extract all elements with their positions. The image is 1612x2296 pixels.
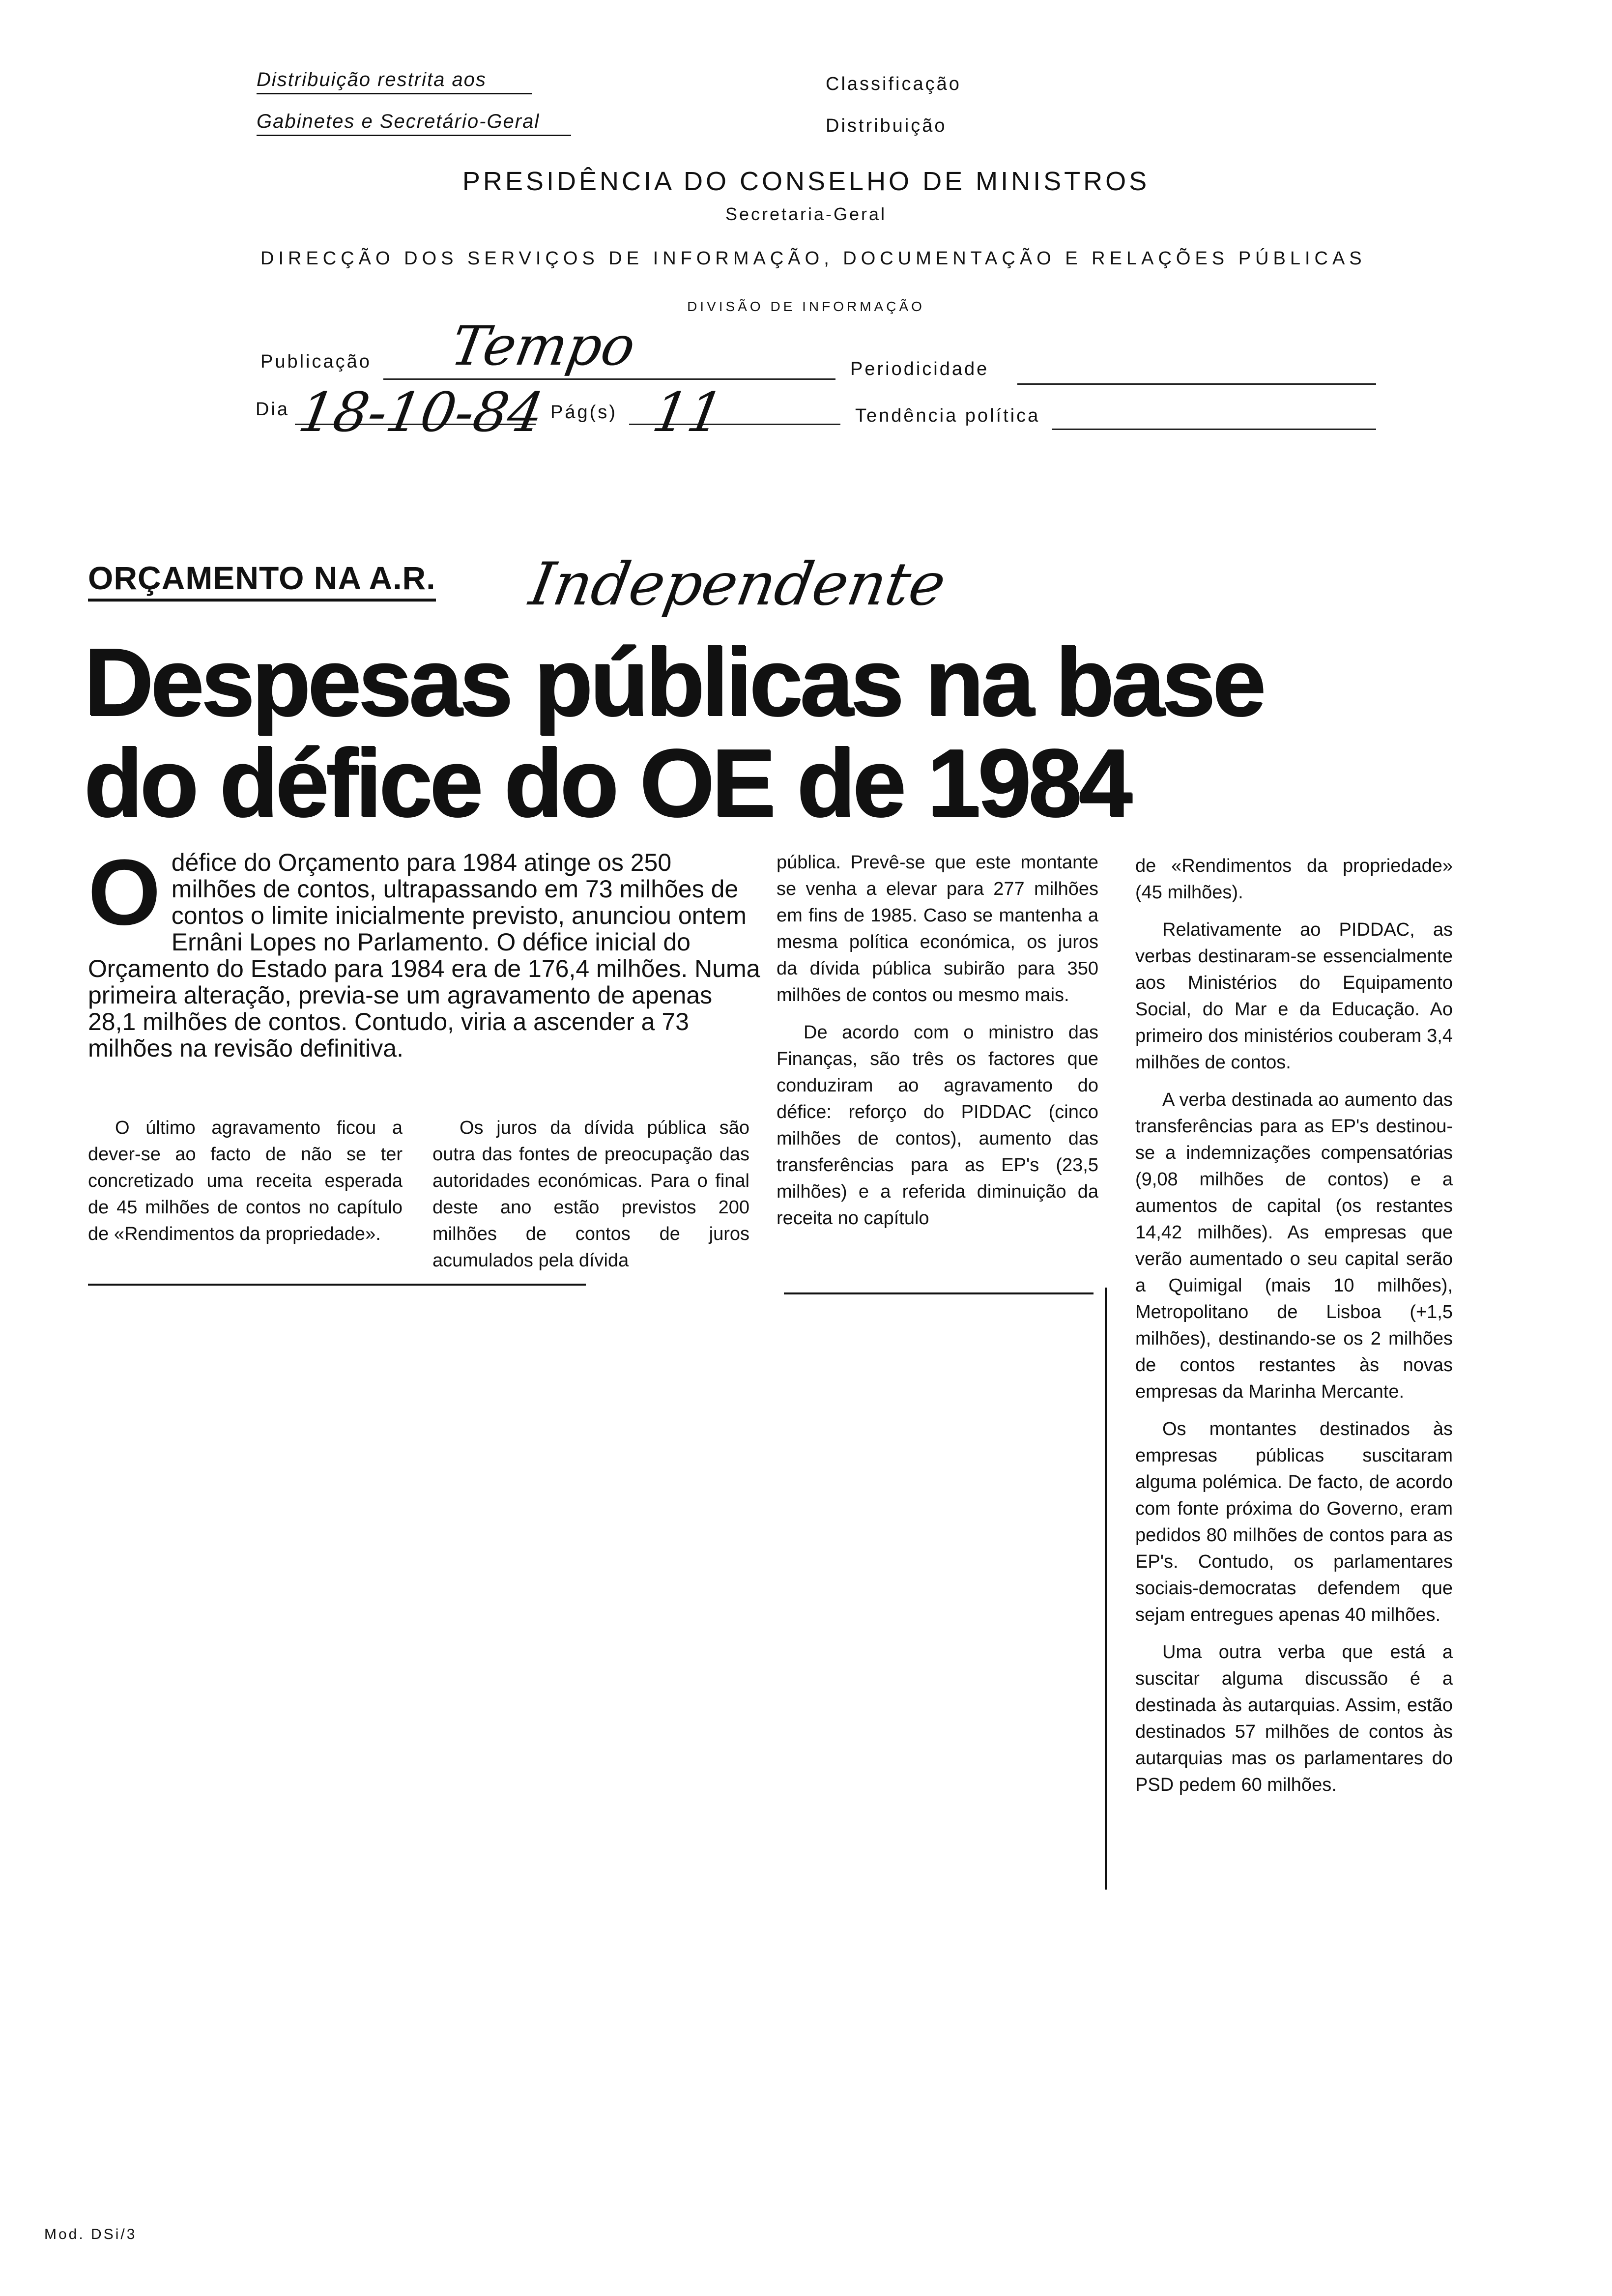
paragraph: Os montantes destinados às empresas públicas suscitaram alguma polémica. De facto, de acordo com fonte próxima do Governo, eram pedidos 80 milhões de contos para as EP's. Contudo, os parlamentares sociais-democratas defendem que sejam entregues apenas 40 milhões. bbox=[1135, 1419, 1453, 1625]
presidency-title: PRESIDÊNCIA DO CONSELHO DE MINISTROS bbox=[462, 167, 1150, 196]
secretariat-title: Secretaria-Geral bbox=[725, 204, 887, 224]
column-divider-rule bbox=[784, 1292, 1094, 1294]
publication-field bbox=[383, 378, 835, 380]
division-title: DIVISÃO DE INFORMAÇÃO bbox=[687, 299, 925, 314]
lead-text: défice do Orçamento para 1984 atinge os 250 milhões de contos, ultrapassando em 73 milhões de contos o limite inicialmente previsto, anunciou ontem Ernâni Lopes no Parlamento. O défice inicial do Orçamento do Estado para 1984 era de 176,4 milhões. Numa primeira alteração, previa-se um agravamento de apenas 28,1 milhões de contos. Contudo, viria a ascender a 73 milhões na revisão definitiva. bbox=[88, 849, 760, 1062]
day-label: Dia bbox=[256, 399, 290, 420]
paragraph: Relativamente ao PIDDAC, as verbas destinaram-se essencialmente aos Ministérios do Equipamento Social, do Mar e da Educação. Ao primeiro dos ministérios couberam 3,4 milhões de contos. bbox=[1135, 919, 1453, 1073]
restricted-distribution-line2: Gabinetes e Secretário-Geral bbox=[257, 111, 571, 136]
publication-label: Publicação bbox=[260, 351, 372, 372]
paragraph: A verba destinada ao aumento das transferências para as EP's destinou-se a indemnizações compensatórias (9,08 milhões de contos) e a aumentos de capital (os restantes 14,42 milhões). As empresas que verão aumentado o seu capital serão a Quimigal (mais 10 milhões), Metropolitano de Lisboa (+1,5 milhões), destinando-se os 2 milhões de contos restantes às novas empresas da Marinha Mercante. bbox=[1135, 1090, 1453, 1402]
drop-cap: O bbox=[88, 840, 161, 945]
political-tendency-field bbox=[1052, 429, 1376, 430]
column-3 bbox=[777, 849, 1098, 1242]
paragraph: de «Rendimentos da propriedade» (45 milhões). bbox=[1135, 856, 1453, 903]
headline-line2: do défice do OE de 1984 bbox=[84, 729, 1129, 836]
paragraph: Os juros da dívida pública são outra das fontes de preocupação das autoridades económicas. Para o final deste ano estão previstos 200 milhões de contos de juros acumulados pela dívida bbox=[432, 1118, 749, 1271]
paragraph: De acordo com o ministro das Finanças, são três os factores que conduziram ao agravamento do défice: reforço do PIDDAC (cinco milhões de contos), aumento das transferências para as EP's (23,5 milhões) e a referida diminuição da receita no capítulo bbox=[777, 1022, 1098, 1229]
column-2 bbox=[432, 1115, 749, 1285]
article-lead bbox=[88, 840, 761, 1062]
publication-handwritten: Tempo bbox=[446, 315, 640, 377]
column-divider-rule bbox=[88, 1284, 586, 1286]
periodicity-field bbox=[1017, 383, 1376, 385]
handwritten-note: Independente bbox=[524, 550, 951, 619]
headline-line1: Despesas públicas na base bbox=[84, 628, 1263, 736]
article-kicker: ORÇAMENTO NA A.R. bbox=[88, 559, 436, 602]
directorate-title: DIRECÇÃO DOS SERVIÇOS DE INFORMAÇÃO, DOCUMENTAÇÃO E RELAÇÕES PÚBLICAS bbox=[260, 248, 1366, 269]
restricted-distribution-line1: Distribuição restrita aos bbox=[257, 69, 532, 94]
paragraph: Uma outra verba que está a suscitar alguma discussão é a destinada às autarquias. Assim, estão destinados 57 milhões de contos às autarquias mas os parlamentares do PSD pedem 60 milhões. bbox=[1135, 1642, 1453, 1795]
classification-label: Classificação bbox=[826, 74, 961, 94]
periodicity-label: Periodicidade bbox=[850, 359, 989, 379]
paragraph: pública. Prevê-se que este montante se venha a elevar para 277 milhões em fins de 1985. Caso se mantenha a mesma política económica, os juros da dívida pública subirão para 350 milhões de contos ou mesmo mais. bbox=[777, 852, 1098, 1005]
vertical-column-rule bbox=[1105, 1288, 1107, 1890]
form-code: Mod. DSi/3 bbox=[44, 2226, 137, 2242]
column-4 bbox=[1135, 853, 1453, 1809]
column-1 bbox=[88, 1115, 403, 1258]
paragraph: O último agravamento ficou a dever-se ao facto de não se ter concretizado uma receita esperada de 45 milhões de contos no capítulo de «Rendimentos da propriedade». bbox=[88, 1118, 403, 1244]
distribution-label: Distribuição bbox=[826, 115, 947, 136]
pages-label: Pág(s) bbox=[550, 402, 617, 423]
day-handwritten: 18-10-84 bbox=[294, 381, 548, 444]
pages-handwritten: 11 bbox=[648, 381, 728, 444]
political-tendency-label: Tendência política bbox=[855, 405, 1040, 426]
